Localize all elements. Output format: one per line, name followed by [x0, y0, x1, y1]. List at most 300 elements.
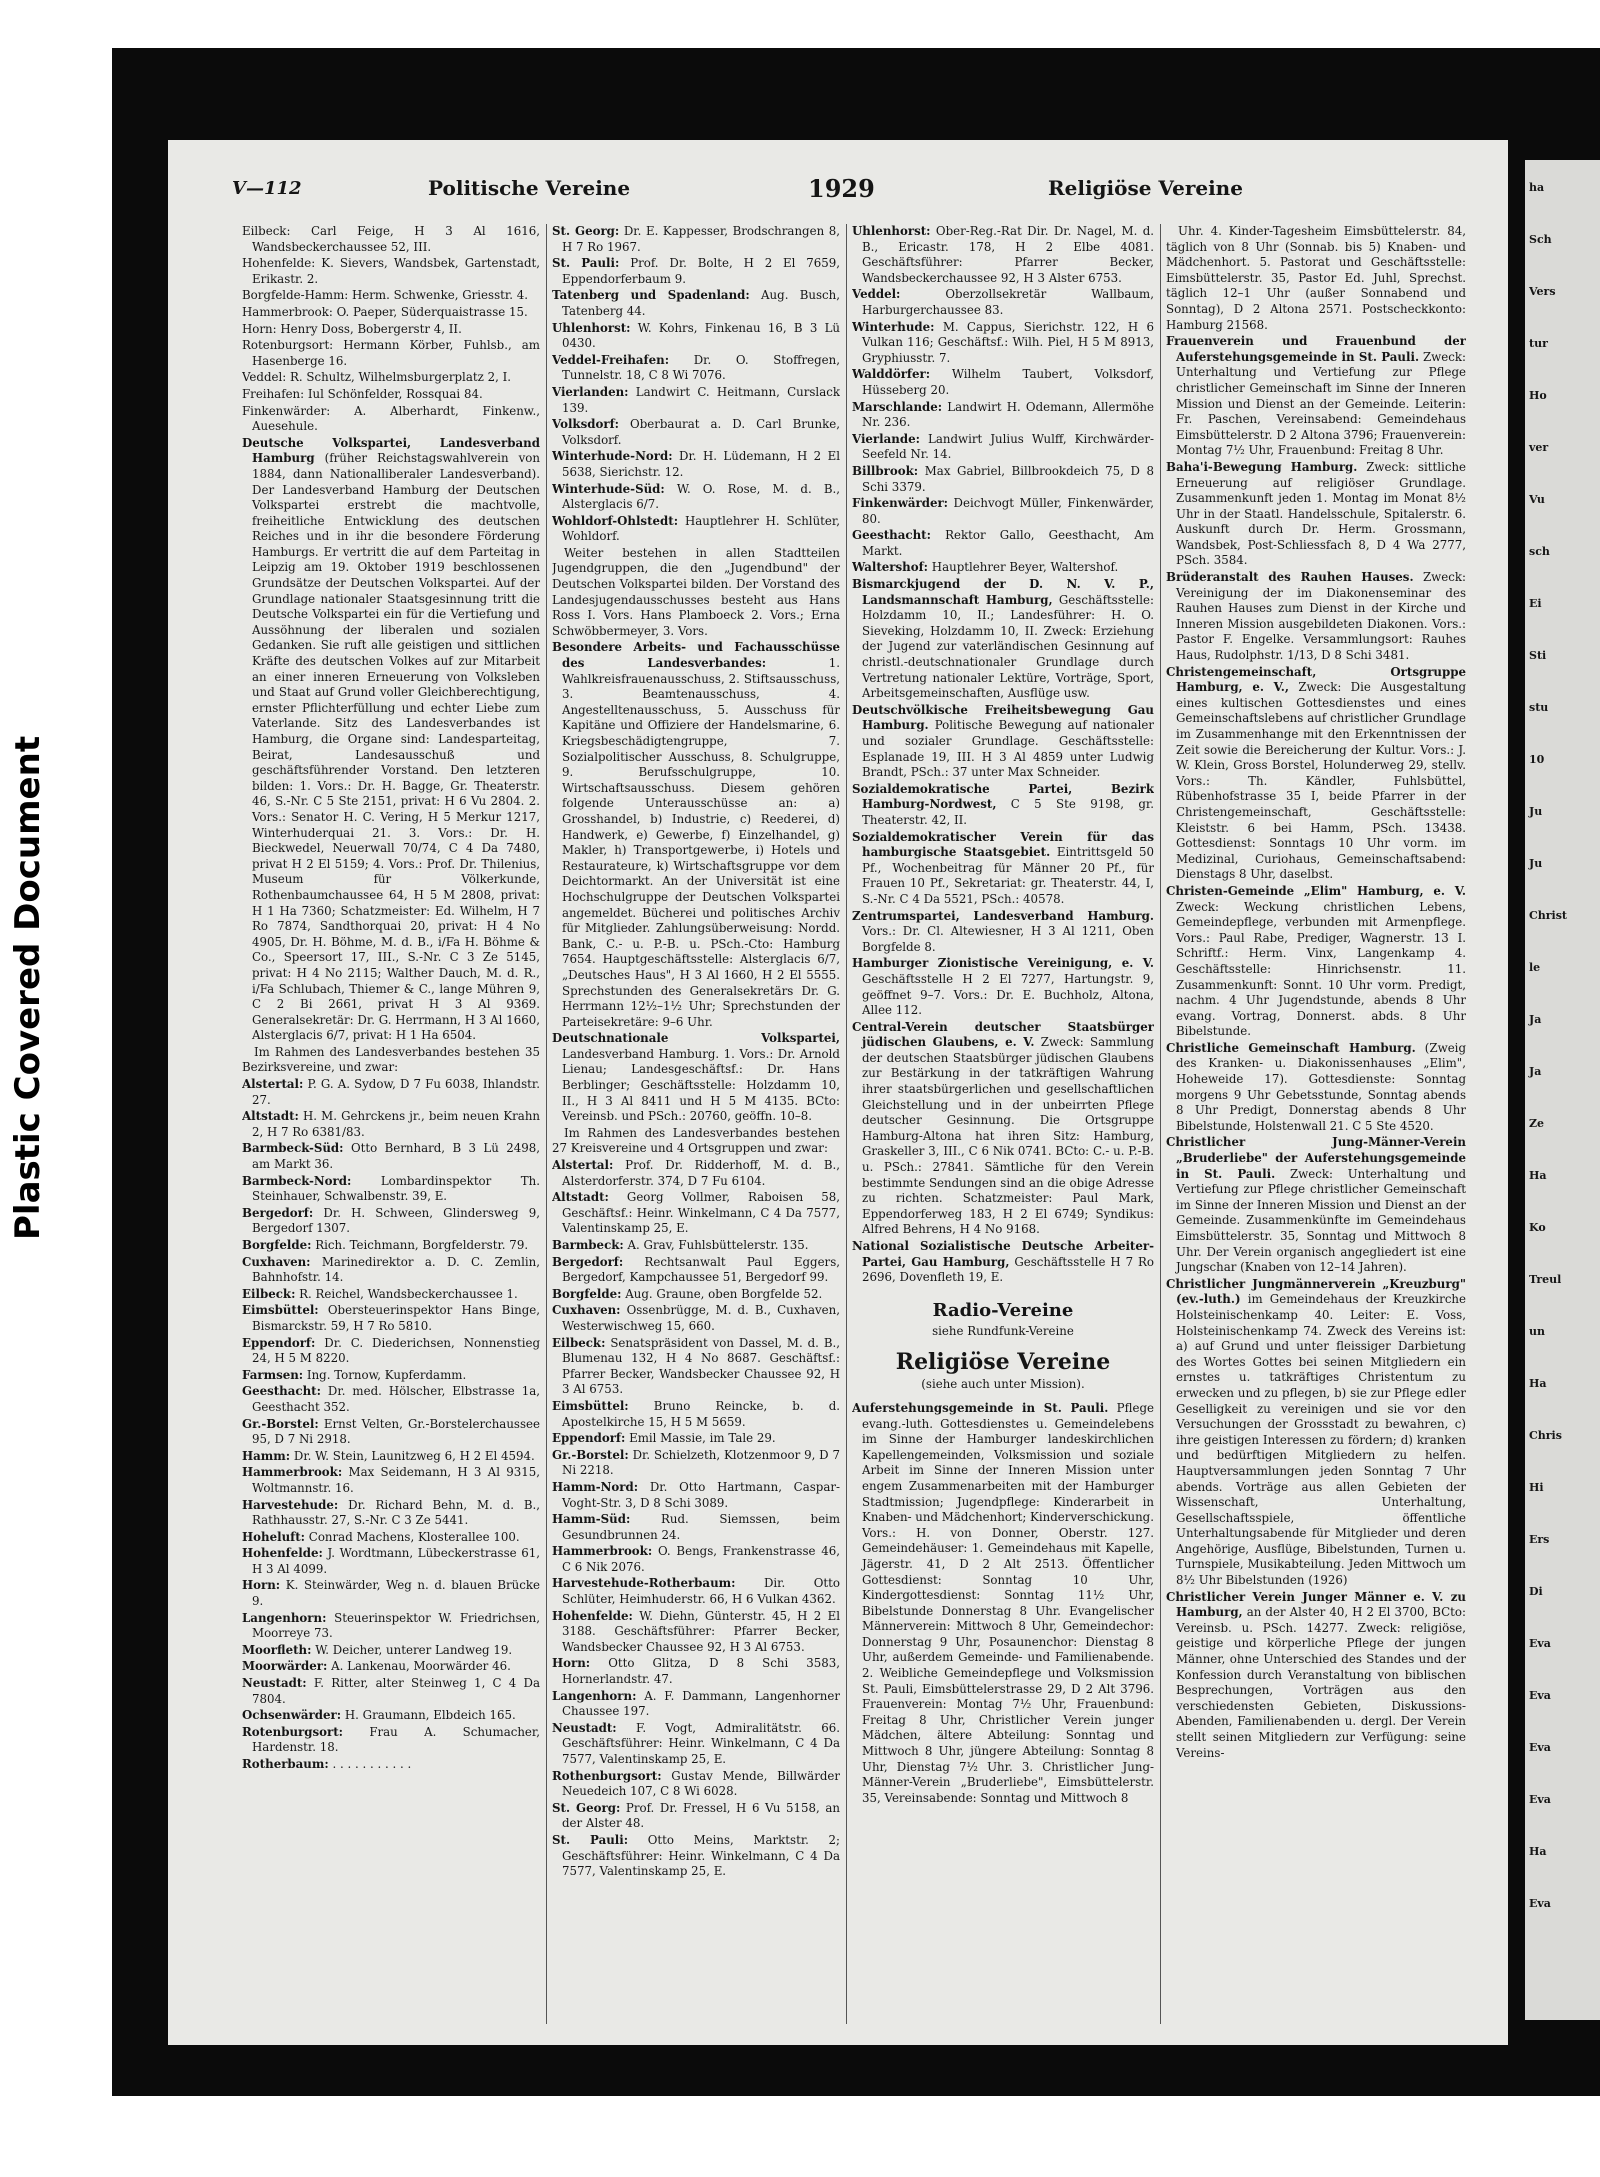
entry-name: Winterhude-Nord: — [552, 449, 673, 464]
entry-text: (früher Reichstagswahlverein von 1884, dann Nationalliberaler Landesverband). Der Landesverband Hamburg der Deutschen Volkspartei erstrebt die machtvolle, freiheitliche Entwicklung des deutschen Reiches und in ihr die besondere Förderung Hamburgs. Er vertritt die auf dem Parteitag in Leipzig am 19. Oktober 1919 beschlossenen Grundsätze der Deutschen Volkspartei. Auf der Grundlage nationaler Staatsgesinnung tritt die Deutsche Volkspartei ein für die Vertiefung und Aussöhnung der liberalen und sozialen Gedanken. Sie ruft alle geistigen und sittlichen Kräfte des deutschen Volkes auf zur Mitarbeit an einer inneren Erneuerung von Volksleben und Staat auf Grund voller Gleichberechtigung, ernster Pflichterfüllung und echter Liebe zum Vaterlande. Sitz des Landesverbandes ist Hamburg, die Organe sind: Landesparteitag, Beirat, Landesausschuß und geschäftsführender Vorstand. Den letzteren bilden: 1. Vors.: Dr. H. Bagge, Gr. Theaterstr. 46, S.-Nr. C 5 Ste 2151, privat: H 6 Vu 2804. 2. Vors.: Senator H. C. Vering, H 5 Merkur 1217, Winterhuderquai 21. 3. Vors.: Dr. H. Bieckwedel, Neuerwall 70/74, C 4 Da 7480, privat H 2 El 5159; 4. Vors.: Prof. Dr. Thilenius, Museum für Völkerkunde, Rothenbaumchaussee 64, H 5 M 2808, privat: H 1 Ha 7360; Schatzmeister: Ed. Wilhelm, H 7 Ro 7874, Sandthorquai 20, privat: H 4 No 4905, Dr. H. Böhme, M. d. B., i/Fa H. Böhme & Co., Speersort 17, III., S.-Nr. C 3 Ze 5145, privat: H 4 No 2115; Walther Dauch, M. d. R., i/Fa Schlubach, Thiemer & C., lange Mühren 9, C 2 Bi 2661, privat H 3 Al 9369. Generalsekretär: Dr. G. Herrmann, H 3 Al 1660, Alsterglacis 6/7, privat: H 1 Ha 6504. — [252, 451, 540, 1043]
directory-entry — [242, 1141, 540, 1172]
adjacent-page-fragment: Ei — [1529, 597, 1542, 610]
directory-entry — [852, 1020, 1154, 1238]
entry-name: Eimsbüttel: — [552, 1398, 629, 1413]
directory-entry — [552, 417, 840, 448]
paragraph: Im Rahmen des Landesverbandes bestehen 27 Kreisvereine und 4 Ortsgruppen und zwar: — [552, 1125, 840, 1156]
directory-entry — [552, 1031, 840, 1125]
entry-name: Tatenberg und Spadenland: — [552, 288, 750, 303]
entry-name: Borgfelde: — [242, 1238, 312, 1252]
directory-entry — [242, 1643, 540, 1659]
directory-entry — [242, 387, 540, 403]
adjacent-page-fragment: Eva — [1529, 1637, 1551, 1650]
page-header — [168, 174, 1508, 210]
entry-name: Besondere Arbeits- und Fachausschüsse des Landesverbandes: — [552, 640, 840, 671]
directory-entry — [242, 1336, 540, 1367]
entry-name: Auferstehungsgemeinde in St. Pauli. — [852, 1400, 1109, 1415]
directory-entry — [852, 703, 1154, 781]
paragraph: Uhr. 4. Kinder-Tagesheim Eimsbüttelerstr. 84, täglich von 8 Uhr (Sonnab. bis 5) Knaben- und Mädchenhort. 5. Pastorat und Geschäftsstelle: Eimsbüttelerstr. 35, Pastor Ed. Juhl, Sprechst. täglich 12–1 Uhr (außer Sonnabend und Sonntag), D 2 Altona 2571. Postscheckkonto: Hamburg 21568. — [1166, 224, 1466, 332]
directory-entry — [552, 1801, 840, 1832]
entry-text: A. F. Dammann, Langenhorner Chaussee 197. — [562, 1688, 840, 1719]
entry-name: Alstertal: — [552, 1158, 614, 1173]
entry-text: K. Steinwärder, Weg n. d. blauen Brücke 9. — [252, 1578, 540, 1609]
entry-text: Oberbaurat a. D. Carl Brunke, Volksdorf. — [562, 417, 840, 447]
entry-text: Rotenburgsort: Hermann Körber, Fuhlsb., am Hasenberge 16. — [242, 338, 540, 368]
directory-entry — [852, 909, 1154, 956]
directory-entry — [552, 288, 840, 319]
entry-name: Hamm-Süd: — [552, 1512, 631, 1527]
adjacent-page-fragment: ha — [1529, 181, 1545, 194]
entry-text: Hohenfelde: K. Sievers, Wandsbek, Gartenstadt, Erikastr. 2. — [242, 256, 540, 286]
left-section-title: Politische Vereine — [428, 176, 631, 200]
adjacent-page-fragment: Sti — [1529, 649, 1547, 662]
directory-entry — [1166, 334, 1466, 459]
column-divider — [1160, 224, 1161, 2024]
entry-name: Wohldorf-Ohlstedt: — [552, 513, 679, 528]
directory-entry — [242, 1578, 540, 1609]
adjacent-page-fragment: Ers — [1529, 1533, 1550, 1546]
directory-entry — [242, 1449, 540, 1465]
entry-name: Neustadt: — [552, 1720, 617, 1735]
directory-entry — [242, 256, 540, 287]
section-heading: Religiöse Vereine — [895, 1349, 1111, 1376]
directory-entry — [1166, 1277, 1466, 1589]
entry-text: W. Deicher, unterer Landweg 19. — [315, 1642, 513, 1657]
directory-entry — [552, 449, 840, 480]
entry-text: W. Kohrs, Finkenau 16, B 3 Lü 0430. — [562, 320, 840, 351]
entry-text: Senatspräsident von Dassel, M. d. B., Blumenau 132, H 4 No 8687. Geschäftsf.: Pfarrer Becker, Wandsbecker Chaussee 92, H 3 Al 6753. — [562, 1335, 840, 1397]
entry-text: Rechtsanwalt Paul Eggers, Bergedorf, Kampchaussee 51, Bergedorf 99. — [562, 1254, 840, 1285]
entry-text: Oberzollsekretär Wallbaum, Harburgerchaussee 83. — [862, 287, 1154, 317]
entry-name: Altstadt: — [242, 1109, 299, 1124]
entry-text: Dir. Otto Schlüter, Heimhuderstr. 66, H 6 Vulkan 4362. — [562, 1576, 840, 1607]
entry-text: Steuerinspektor W. Friedrichsen, Moorreye 73. — [252, 1610, 540, 1641]
entry-text: Zweck: Weckung christlichen Lebens, Gemeindepflege, verbunden mit Armenpflege. Vors.: Paul Rabe, Prediger, Wagnerstr. 13 I. Schriftf.: Herm. Vinx, Langenkamp 4. Geschäftsstelle: Hinrichsenstr. 11. Zusammenkunft: Sonnt. 10 Uhr vorm. Predigt, nachm. 4 Uhr Jugendstunde, abends 8 Uhr evang. Vortrag, Donnerst. abds. 8 Uhr Bibelstunde. — [1176, 899, 1466, 1039]
entry-name: Bergedorf: — [242, 1205, 314, 1220]
directory-entry — [852, 956, 1154, 1018]
entry-name: Billbrook: — [852, 463, 919, 478]
entry-name: Veddel: — [852, 287, 901, 302]
entry-text: H. Graumann, Elbdeich 165. — [344, 1708, 516, 1723]
directory-entry — [852, 577, 1154, 702]
entry-name: Deutschnationale Volkspartei, — [552, 1031, 840, 1046]
entry-text: Frau A. Schumacher, Hardenstr. 18. — [252, 1724, 540, 1755]
directory-entry — [242, 370, 540, 386]
adjacent-page-fragment: Eva — [1529, 1689, 1551, 1702]
adjacent-page-fragment: stu — [1529, 701, 1549, 714]
entry-name: Hamburger Zionistische Vereinigung, e. V. — [852, 956, 1154, 971]
entry-text: Finkenwärder: A. Alberhardt, Finkenw., Auesehule. — [242, 403, 540, 434]
entry-text: Landwirt Julius Wulff, Kirchwärder-Seefeld Nr. 14. — [862, 431, 1154, 462]
directory-entry — [552, 256, 840, 287]
entry-name: Hohenfelde: — [552, 1608, 633, 1623]
entry-text: Vors.: Dr. Cl. Altewiesner, H 3 Al 1211, Oben Borgfelde 8. — [862, 924, 1154, 954]
directory-entry — [852, 320, 1154, 367]
entry-name: Frauenverein und Frauenbund der Auferstehungsgemeinde in St. Pauli. — [1166, 334, 1466, 364]
adjacent-page-fragment: tur — [1529, 337, 1548, 350]
entry-text: C 5 Ste 9198, gr. Theaterstr. 42, II. — [862, 797, 1154, 827]
entry-name: Baha'i-Bewegung Hamburg. — [1166, 459, 1358, 474]
directory-entry — [552, 514, 840, 545]
entry-text: Ing. Tornow, Kupferdamm. — [306, 1367, 467, 1382]
entry-name: Langenhorn: — [552, 1688, 637, 1703]
directory-entry — [1166, 665, 1466, 883]
directory-entry — [552, 1336, 840, 1398]
entry-name: Vierlande: — [852, 431, 920, 446]
directory-entry — [1166, 1135, 1466, 1275]
entry-name: Eppendorf: — [552, 1431, 626, 1446]
entry-text: Landwirt H. Odemann, Allermöhe Nr. 236. — [862, 399, 1154, 430]
entry-name: Central-Verein deutscher Staatsbürger jüdischen Glaubens, e. V. — [852, 1019, 1154, 1050]
year-heading: 1929 — [808, 174, 875, 203]
entry-text: Otto Bernhard, B 3 Lü 2498, am Markt 36. — [252, 1141, 540, 1172]
entry-text: Ossenbrügge, M. d. B., Cuxhaven, Westerwischweg 15, 660. — [562, 1303, 840, 1333]
directory-page — [168, 140, 1508, 2045]
entry-name: Bergedorf: — [552, 1254, 624, 1269]
entry-name: Deutschvölkische Freiheitsbewegung Gau Hamburg. — [852, 702, 1154, 733]
entry-name: Finkenwärder: — [852, 496, 949, 511]
directory-entry — [552, 1833, 840, 1880]
entry-name: Eimsbüttel: — [242, 1303, 319, 1318]
entry-name: Uhlenhorst: — [552, 320, 631, 335]
adjacent-page-fragment: Eva — [1529, 1897, 1551, 1910]
entry-text: F. Vogt, Admiralitätstr. 66. Geschäftsführer: Heinr. Winkelmann, C 4 Da 7577, Valentinskamp 25, E. — [562, 1720, 840, 1766]
directory-entry — [242, 1465, 540, 1496]
entry-text: Politische Bewegung auf nationaler und sozialer Grundlage. Geschäftsstelle: Esplanade 19, III. H 3 Al 4859 unter Ludwig Brandt, PSch.: 37 unter Max Schneider. — [862, 718, 1154, 780]
entry-name: Bismarckjugend der D. N. V. P., Landsmannschaft Hamburg, — [852, 577, 1154, 607]
directory-entry — [242, 1659, 540, 1675]
entry-text: J. Wordtmann, Lübeckerstrasse 61, H 3 Al 4099. — [252, 1546, 540, 1576]
directory-entry — [552, 1431, 840, 1447]
column-divider — [546, 224, 547, 2024]
entry-name: Gr.-Borstel: — [552, 1447, 629, 1462]
directory-entry — [552, 353, 840, 384]
adjacent-page-fragment: Vers — [1529, 285, 1556, 298]
directory-entry — [552, 385, 840, 416]
entry-text: Hauptlehrer Beyer, Waltershof. — [931, 560, 1119, 575]
directory-entry — [852, 287, 1154, 318]
column-3 — [852, 224, 1154, 2024]
directory-entry — [242, 1757, 540, 1773]
entry-name: Hamm-Nord: — [552, 1479, 639, 1494]
entry-text: Bruno Reincke, b. d. Apostelkirche 15, H 5 M 5659. — [562, 1398, 840, 1429]
entry-text: A. Lankenau, Moorwärder 46. — [331, 1659, 511, 1674]
entry-text: Ober-Reg.-Rat Dir. Dr. Nagel, M. d. B., Ericastr. 178, H 2 Elbe 4081. Geschäftsführer: Pfarrer Becker, Wandsbeckerchaussee 92, H 3 Alster 6753. — [862, 224, 1154, 285]
directory-entry — [552, 224, 840, 255]
directory-entry — [242, 436, 540, 1044]
entry-name: Vierlanden: — [552, 384, 629, 399]
adjacent-page-edge — [1525, 160, 1600, 2020]
entry-text: Aug. Graune, oben Borgfelde 52. — [625, 1286, 823, 1301]
adjacent-page-fragment: Di — [1529, 1585, 1543, 1598]
entry-text: Pflege evang.-luth. Gottesdienstes u. Gemeindelebens im Sinne der Hamburger landeskirchlichen Kapellengemeinden, Volksmission und soziale Arbeit im Sinne der Inneren Mission unter engem Zusammenarbeiten mit der Hamburger Stadtmission; Jugendpflege: Kinderarbeit in Knaben- und Mädchenhort; Kinderverschickung. Vors.: H. von Donner, Oberstr. 127. Gemeindehäuser: 1. Gemeindehaus mit Kapelle, Jägerstr. 41, D 2 Alt 2513. Öffentlicher Gottesdienst: Sonntag 10 Uhr, Kindergottesdienst: Sonntag 11½ Uhr, Bibelstunde Donnerstag 8 Uhr. Evangelischer Männerverein: Mittwoch 8 Uhr, Gemeindechor: Donnerstag 9 Uhr, Posaunenchor: Dienstag 8 Uhr, außerdem Gemeinde- und Familienabende. 2. Weibliche Gemeindepflege und Volksmission St. Pauli, Eimsbüttelerstrasse 29, D 2 Alt 3796. Frauenverein: Montag 7½ Uhr, Frauenbund: Freitag 8 Uhr, Christlicher Verein junger Mädchen, ältere Abteilung: Sonntag und Mittwoch 8 Uhr, jüngere Abteilung: Sonntag 8 Uhr, Dienstag 7½ Uhr. 3. Christlicher Jung-Männer-Verein „Bruderliebe", Eimsbüttelerstr. 35, Vereinsabende: Sonntag und Mittwoch 8 — [862, 1400, 1154, 1805]
adjacent-page-fragment: un — [1529, 1325, 1545, 1338]
adjacent-page-fragment: Ho — [1529, 389, 1547, 402]
entry-text: Zweck: sittliche Erneuerung auf religiöser Grundlage. Zusammenkunft jeden 1. Montag im Monat 8½ Uhr in der Staatl. Handelsschule, Spitalerstr. 6. Auskunft durch Dr. Herm. Grossmann, Wandsbek, Post-Schliessfach 8, D 4 Wa 2777, PSch. 3584. — [1176, 459, 1466, 568]
adjacent-page-fragment: Chris — [1529, 1429, 1562, 1442]
entry-text: F. Ritter, alter Steinweg 1, C 4 Da 7804. — [252, 1676, 540, 1706]
entry-text: Eilbeck: Carl Feige, H 3 Al 1616, Wandsbeckerchaussee 52, III. — [242, 224, 540, 254]
directory-entry — [242, 404, 540, 435]
entry-name: Christengemeinschaft, Ortsgruppe Hamburg, e. V., — [1166, 664, 1466, 695]
directory-entry — [242, 305, 540, 321]
entry-text: Gustav Mende, Billwärder Neuedeich 107, C 8 Wi 6028. — [562, 1768, 840, 1799]
entry-text: Rektor Gallo, Geesthacht, Am Markt. — [862, 528, 1154, 558]
entry-name: Moorfleth: — [242, 1642, 312, 1657]
entry-text: Zweck: Sammlung der deutschen Staatsbürger jüdischen Glaubens zur Bestärkung in der tatkräftigen Wahrung ihrer staatsbürgerlichen und gesellschaftlichen Gleichstellung und in der unbeirrten Pflege deutscher Gesinnung. Die Ortsgruppe Hamburg-Altona hat ihren Sitz: Hamburg, Graskeller 3, III., C 6 Nik 0741. BCto: C.- u. P.-B. u. PSch.: 27841. Sämtliche für den Verein bestimmte Sendungen sind an die obige Adresse zu richten. Schatzmeister: Paul Mark, Eppendorferweg 183, H 2 El 6749; Syndikus: Alfred Behrens, H 4 No 9168. — [862, 1035, 1154, 1237]
adjacent-page-fragment: Ha — [1529, 1377, 1547, 1390]
entry-name: Barmbeck-Nord: — [242, 1173, 352, 1188]
entry-text: Obersteuerinspektor Hans Binge, Bismarckstr. 59, H 7 Ro 5810. — [252, 1303, 540, 1333]
directory-entry — [552, 1238, 840, 1254]
directory-entry — [852, 432, 1154, 463]
directory-entry — [1166, 570, 1466, 664]
entry-name: Hammerbrook: — [242, 1465, 343, 1480]
entry-text: Geschäftsstelle: Holzdamm 10, II.; Landesführer: H. O. Sieveking, Holzdamm 10, II. Zweck: Erziehung der Jugend zur vaterländischen Gesinnung auf christl.-deutschnationaler Grundlage durch Vertretung nationaler Lektüre, Vorträge, Sport, Arbeitsgemeinschaften, Ausflüge usw. — [862, 592, 1154, 701]
section-subheading: siehe Rundfunk-Vereine — [932, 1323, 1074, 1338]
entry-name: Harvestehude: — [242, 1497, 339, 1512]
directory-entry — [852, 1401, 1154, 1806]
entry-name: Rotherbaum: — [242, 1757, 329, 1771]
adjacent-page-fragment: ver — [1529, 441, 1549, 454]
entry-name: Sozialdemokratische Partei, Bezirk Hamburg-Nordwest, — [852, 781, 1154, 812]
entry-name: Brüderanstalt des Rauhen Hauses. — [1166, 570, 1414, 585]
entry-text: Zweck: Vereinigung der im Diakonenseminar des Rauhen Hauses zum Dienst in der Kirche und Inneren Mission ausgebildeten Diakonen. Vors.: Pastor F. Engelke. Versammlungsort: Rauhes Haus, Rudolphstr. 1/13, D 8 Schi 3481. — [1176, 570, 1466, 663]
directory-entry — [852, 496, 1154, 527]
directory-entry — [242, 322, 540, 338]
directory-entry — [242, 1530, 540, 1546]
entry-text: Freihafen: Iul Schönfelder, Rossquai 84. — [242, 386, 483, 401]
entry-text: Hauptlehrer H. Schlüter, Wohldorf. — [562, 513, 840, 544]
entry-name: Winterhude-Süd: — [552, 481, 665, 496]
entry-text: Ernst Velten, Gr.-Borstelerchaussee 95, D 7 Ni 2918. — [252, 1416, 540, 1447]
directory-entry — [242, 1255, 540, 1286]
directory-entry — [552, 321, 840, 352]
entry-text: Dr. Schielzeth, Klotzenmoor 9, D 7 Ni 2218. — [562, 1447, 840, 1478]
entry-name: Rothenburgsort: — [552, 1768, 662, 1783]
directory-entry — [552, 1480, 840, 1511]
directory-entry — [852, 1239, 1154, 1286]
directory-entry — [852, 367, 1154, 398]
adjacent-page-fragment: Treul — [1529, 1273, 1562, 1286]
directory-entry — [242, 1206, 540, 1237]
directory-entry — [552, 1512, 840, 1543]
directory-entry — [242, 1708, 540, 1724]
entry-name: Uhlenhorst: — [852, 224, 931, 238]
directory-entry — [1166, 1590, 1466, 1762]
entry-name: Cuxhaven: — [242, 1254, 311, 1269]
entry-text: Georg Vollmer, Raboisen 58, Geschäftsf.: Heinr. Winkelmann, C 4 Da 7577, Valentinskamp 25, E. — [562, 1190, 840, 1236]
entry-text: Marinedirektor a. D. C. Zemlin, Bahnhofstr. 14. — [252, 1254, 540, 1285]
adjacent-page-fragment: Ha — [1529, 1169, 1547, 1182]
entry-name: Hammerbrook: — [552, 1544, 653, 1559]
directory-entry — [552, 1656, 840, 1687]
entry-text: Prof. Dr. Bolte, H 2 El 7659, Eppendorferbaum 9. — [562, 256, 840, 286]
entry-text: Conrad Machens, Klosterallee 100. — [308, 1529, 520, 1544]
entry-name: Barmbeck-Süd: — [242, 1141, 344, 1156]
entry-text: im Gemeindehaus der Kreuzkirche Holsteinischenkamp 40. Leiter: E. Voss, Holsteinischenkamp 74. Zweck des Vereins ist: a) auf Grund und unter fleissiger Darbietung des Wortes Gottes bei seinen Mitgliedern ein ernstes u. tatkräftiges Christentum zu erwecken und zu pflegen, b) sie zur Pflege edler Geselligkeit zu vereinigen und sie vor den Versuchungen der Grossstadt zu bewahren, c) ihre geistigen Interessen zu fördern; d) kranken und bedürftigen Mitgliedern zu helfen. Hauptversammlungen jeden Sonntag 7 Uhr abends. Vorträge aus allen Gebieten der Wissenschaft, Unterhaltung, Gesellschaftsspiele, öffentliche Unterhaltungsabende für Mitglieder und deren Angehörige, Ausflüge, Bibelstunden, Turnen u. Turnspiele, Musikabteilung. Jeden Mittwoch um 8½ Uhr Bibelstunden (1926) — [1176, 1292, 1466, 1588]
directory-entry — [852, 560, 1154, 576]
entry-name: Hamm: — [242, 1448, 291, 1463]
directory-entry — [242, 1303, 540, 1334]
entry-text: Geschäftsstelle H 7 Ro 2696, Dovenfleth 19, E. — [862, 1254, 1154, 1285]
entry-name: Deutsche Volkspartei, Landesverband Hamburg — [242, 435, 540, 466]
directory-entry — [552, 1158, 840, 1189]
entry-name: Barmbeck: — [552, 1238, 624, 1252]
adjacent-page-fragment: Vu — [1529, 493, 1545, 506]
entry-name: Marschlande: — [852, 399, 943, 414]
adjacent-page-fragment: Ko — [1529, 1221, 1546, 1234]
entry-text: P. G. A. Sydow, D 7 Fu 6038, Ihlandstr. 27. — [252, 1077, 540, 1107]
entry-name: Hoheluft: — [242, 1529, 306, 1544]
directory-entry — [242, 288, 540, 304]
entry-text: Otto Glitza, D 8 Schi 3583, Hornerlandstr. 47. — [562, 1656, 840, 1687]
paragraph: Weiter bestehen in allen Stadtteilen Jugendgruppen, die den „Jugendbund" der Deutschen Volkspartei bilden. Der Vorstand des Landesjugendausschusses besteht aus Hans Ross I. Vors. Hans Plamboeck 2. Vors.; Erna Schwöbbermeyer, 3. Vors. — [552, 545, 840, 638]
adjacent-page-fragment: Christ — [1529, 909, 1568, 922]
entry-text: Rich. Teichmann, Borgfelderstr. 79. — [315, 1238, 529, 1252]
directory-entry — [242, 1546, 540, 1577]
entry-name: Christlicher Verein Junger Männer e. V. zu Hamburg, — [1166, 1589, 1466, 1620]
entry-text: Landwirt C. Heitmann, Curslack 139. — [562, 384, 840, 415]
plastic-covered-label: Plastic Covered Document — [8, 735, 48, 1240]
adjacent-page-fragment: Hi — [1529, 1481, 1544, 1494]
entry-name: Christen-Gemeinde „Elim" Hamburg, e. V. — [1166, 883, 1466, 898]
directory-entry — [242, 1725, 540, 1756]
entry-name: Hohenfelde: — [242, 1546, 323, 1561]
directory-entry — [552, 1544, 840, 1575]
entry-name: Borgfelde: — [552, 1286, 622, 1301]
entry-text: Zweck: Unterhaltung und Vertiefung zur Pflege christlicher Gemeinschaft im Sinne der Inneren Mission und Dienst an der Gemeinde. Zusammenkünfte im Gemeindehaus Eimsbüttelerstr. 35, Sonntag und Mittwoch 8 Uhr. Der Verein organisch angegliedert ist eine Jungschar (Knaben von 12–14 Jahren). — [1176, 1166, 1466, 1275]
entry-text: Emil Massie, im Tale 29. — [629, 1431, 776, 1446]
entry-name: Christlicher Jungmännerverein „Kreuzburg" (ev.-luth.) — [1166, 1276, 1466, 1307]
entry-text: Dr. med. Hölscher, Elbstrasse 1a, Geesthacht 352. — [252, 1384, 540, 1414]
directory-entry — [552, 1609, 840, 1656]
directory-entry — [552, 1287, 840, 1303]
entry-name: Sozialdemokratischer Verein für das hamburgische Staatsgebiet. — [852, 829, 1154, 860]
entry-name: Langenhorn: — [242, 1610, 327, 1625]
entry-text: Dr. W. Stein, Launitzweg 6, H 2 El 4594. — [293, 1448, 535, 1463]
directory-entry — [852, 464, 1154, 495]
entry-name: Cuxhaven: — [552, 1303, 621, 1318]
entry-text: Hammerbrook: O. Paeper, Süderquaistrasse 15. — [242, 304, 528, 319]
entry-name: Geesthacht: — [852, 528, 931, 543]
entry-text: Aug. Busch, Tatenberg 44. — [562, 288, 840, 318]
entry-text: (Zweig des Kranken- u. Diakonissenhauses „Elim", Hoheweide 17). Gottesdienste: Sonntag morgens 9 Uhr Gebetsstunde, Sonntag abends 8 Uhr Predigt, Donnerstag abends 8 Uhr Bibelstunde, Holstenwall 21. C 5 Ste 4520. — [1176, 1040, 1466, 1133]
directory-entry — [552, 1448, 840, 1479]
entry-name: St. Georg: — [552, 224, 620, 238]
entry-text: Geschäftsstelle H 2 El 7277, Hartungstr. 9, geöffnet 9–7. Vors.: Dr. E. Buchholz, Altona, Allee 112. — [862, 971, 1154, 1018]
entry-text: Horn: Henry Doss, Bobergerstr 4, II. — [242, 321, 462, 336]
entry-text: W. Diehn, Günterstr. 45, H 2 El 3188. Geschäftsführer: Pfarrer Becker, Wandsbecker Chaussee 92, H 3 Al 6753. — [562, 1608, 840, 1654]
directory-entry — [852, 528, 1154, 559]
adjacent-page-fragment: 10 — [1529, 753, 1545, 766]
entry-text: Dr. C. Diederichsen, Nonnenstieg 24, H 5 M 8220. — [252, 1335, 540, 1366]
adjacent-page-fragment: Ja — [1529, 1013, 1542, 1026]
directory-entry — [552, 1689, 840, 1720]
directory-entry — [1166, 884, 1466, 1040]
entry-name: Eilbeck: — [552, 1335, 606, 1350]
directory-entry — [552, 482, 840, 513]
entry-name: Volksdorf: — [552, 417, 619, 432]
directory-entry — [242, 1368, 540, 1384]
entry-name: Horn: — [552, 1656, 591, 1671]
directory-entry — [552, 1255, 840, 1286]
entry-text: Veddel: R. Schultz, Wilhelmsburgerplatz 2, I. — [242, 370, 511, 385]
adjacent-page-fragment: Ze — [1529, 1117, 1545, 1130]
entry-name: Neustadt: — [242, 1676, 307, 1691]
directory-entry — [552, 640, 840, 1030]
entry-text: Dr. Richard Behn, M. d. B., Rathhausstr. 27, S.-Nr. C 3 Ze 5441. — [252, 1497, 540, 1528]
column-divider — [846, 224, 847, 2024]
entry-name: Ochsenwärder: — [242, 1708, 342, 1723]
entry-text: Zweck: Die Ausgestaltung eines kultischen Gottesdienstes und eines Gemeinschaftslebens auf christlicher Grundlage im Zusammenhange mit den Erkenntnissen der Zeit sowie die Bereicherung der Kultur. Vors.: J. W. Klein, Gross Borstel, Holunderweg 29, stellv. Vors.: Th. Kändler, Fuhlsbüttel, Rübenhofstrasse 35 I, beide Pfarrer in der Christengemeinschaft, Geschäftsstelle: Kleiststr. 6 bei Hamm, PSch. 13438. Gottesdienst: Sonntags 10 Uhr vorm. im Medizinal, Curiohaus, Gemeinschaftsabend: Dienstags 8 Uhr, daselbst. — [1176, 680, 1466, 882]
entry-text: an der Alster 40, H 2 El 3700, BCto: Vereinsb. u. PSch. 14277. Zweck: religiöse, geistige und körperliche Pflege der jungen Männer, ohne Unterschied des Standes und der Konfession durch Veranstaltung von biblischen Besprechungen, Vorträgen aus den verschiedensten Gebieten, Diskussions-Abenden, Familienabenden u. dergl. Der Verein stellt seinen Mitgliedern zur Verfügung: seine Vereins- — [1176, 1605, 1466, 1760]
entry-name: St. Pauli: — [552, 256, 620, 271]
entry-text: Dr. Otto Hartmann, Caspar-Voght-Str. 3, D 8 Schi 3089. — [562, 1479, 840, 1510]
entry-text: Dr. H. Schween, Glindersweg 9, Bergedorf 1307. — [252, 1205, 540, 1236]
entry-text: Borgfelde-Hamm: Herm. Schwenke, Griesstr. 4. — [242, 288, 528, 303]
entry-text: Otto Meins, Marktstr. 2; Geschäftsführer: Heinr. Winkelmann, C 4 Da 7577, Valentinskamp 25, E. — [562, 1832, 840, 1879]
entry-text: Lombardinspektor Th. Steinhauer, Schwalbenstr. 39, E. — [252, 1173, 540, 1204]
adjacent-page-fragment: le — [1529, 961, 1541, 974]
adjacent-page-fragment: Ju — [1529, 805, 1543, 818]
entry-name: Harvestehude-Rotherbaum: — [552, 1576, 736, 1591]
column-2 — [552, 224, 840, 2024]
directory-entry — [242, 1498, 540, 1529]
entry-name: Gr.-Borstel: — [242, 1416, 319, 1431]
entry-name: Zentrumspartei, Landesverband Hamburg. — [852, 908, 1154, 923]
entry-text: 1. Wahlkreisfrauenausschuss, 2. Stiftsausschuss, 3. Beamtenausschuss, 4. Angestelltenausschuss, 5. Ausschuss für Kapitäne und Offiziere der Handelsmarine, 6. Kriegsbeschädigtengruppe, 7. Sozialpolitischer Ausschuss, 8. Schulgruppe, 9. Berufsschulgruppe, 10. Wirtschaftsausschuss. Diesem gehören folgende Unterausschüsse an: a) Grosshandel, b) Industrie, c) Reederei, d) Handwerk, e) Gewerbe, f) Einzelhandel, g) Makler, h) Transportgewerbe, i) Hotels und Restaurateure, k) Wirtschaftsgruppe vor dem Deichtormarkt. An der Universität ist eine Hochschulgruppe der Deutschen Volkspartei angemeldet. Bücherei und politisches Archiv für Mitglieder. Zahlungsüberweisung: Nordd. Bank, C.- u. P.-B. u. PSch.-Cto: Hamburg 7654. Hauptgeschäftsstelle: Alsterglacis 6/7, „Deutsches Haus", H 3 Al 1660, H 2 El 5555. Sprechstunden des Generalsekretärs Dr. G. Herrmann 12½–1½ Uhr; Sprechstunden der Parteisekretäre: 9–6 Uhr. — [562, 656, 840, 1029]
page-number: V—112 — [232, 178, 302, 199]
directory-entry — [242, 1174, 540, 1205]
directory-entry — [852, 224, 1154, 286]
directory-entry — [552, 1576, 840, 1607]
entry-name: St. Georg: — [552, 1800, 621, 1815]
entry-name: Winterhude: — [852, 319, 935, 334]
section-subheading: (siehe auch unter Mission). — [921, 1377, 1085, 1392]
entry-name: Walddörfer: — [852, 367, 931, 382]
directory-entry — [242, 1384, 540, 1415]
entry-name: Horn: — [242, 1578, 281, 1593]
entry-text: Deichvogt Müller, Finkenwärder, 80. — [862, 496, 1154, 526]
entry-text: Dr. E. Kappesser, Brodschrangen 8, H 7 Ro 1967. — [562, 224, 840, 254]
adjacent-page-fragment: Sch — [1529, 233, 1552, 246]
directory-entry — [242, 1417, 540, 1448]
section-heading: Radio-Vereine — [932, 1299, 1074, 1321]
directory-entry — [242, 224, 540, 255]
entry-name: Geesthacht: — [242, 1384, 321, 1399]
entry-text: Max Seidemann, H 3 Al 9315, Woltmannstr. 16. — [252, 1465, 540, 1495]
adjacent-page-fragment: sch — [1529, 545, 1550, 558]
entry-name: Alstertal: — [242, 1077, 304, 1092]
directory-entry — [242, 1077, 540, 1108]
entry-name: Christliche Gemeinschaft Hamburg. — [1166, 1040, 1416, 1055]
entry-text: Max Gabriel, Billbrookdeich 75, D 8 Schi 3379. — [862, 463, 1154, 494]
entry-name: Eppendorf: — [242, 1335, 316, 1350]
entry-text: Zweck: Unterhaltung und Vertiefung zur Pflege christlicher Gemeinschaft im Sinne der Inneren Mission und Dienst an der Gemeinde. Leiterin: Fr. Paschen, Vereinsabend: Gemeindehaus Eimsbüttelerstr. D 2 Altona 3796; Frauenverein: Montag 7½ Uhr, Frauenbund: Freitag 8 Uhr. — [1176, 349, 1466, 458]
entry-text: Prof. Dr. Ridderhoff, M. d. B., Alsterdorferstr. 374, D 7 Fu 6104. — [562, 1158, 840, 1188]
entry-text: . . . . . . . . . . . — [332, 1757, 412, 1771]
adjacent-page-fragment: Eva — [1529, 1741, 1551, 1754]
directory-entry — [852, 830, 1154, 908]
directory-entry — [1166, 460, 1466, 569]
entry-text: Dr. O. Stoffregen, Tunnelstr. 18, C 8 Wi 7076. — [562, 352, 840, 383]
entry-name: Moorwärder: — [242, 1659, 328, 1674]
entry-name: St. Pauli: — [552, 1832, 629, 1847]
directory-entry — [552, 1721, 840, 1768]
directory-entry — [1166, 1041, 1466, 1135]
entry-name: Eilbeck: — [242, 1286, 296, 1301]
